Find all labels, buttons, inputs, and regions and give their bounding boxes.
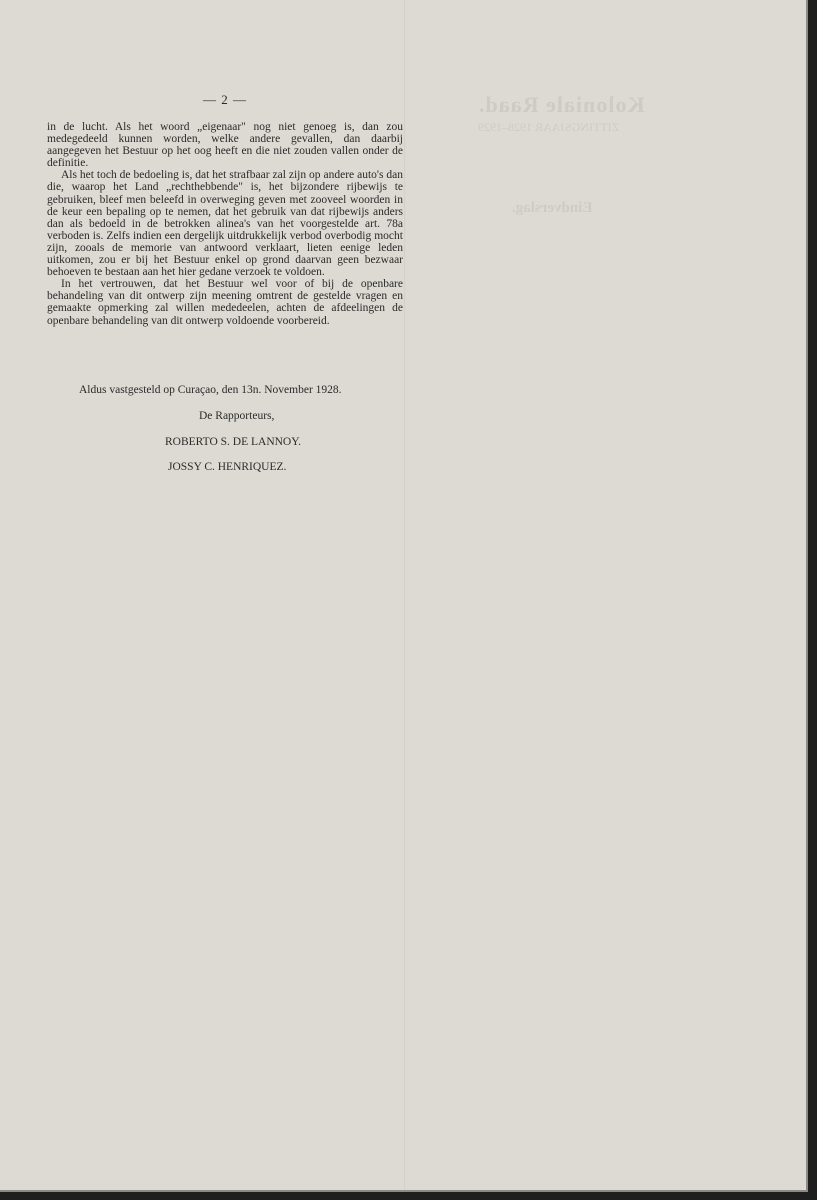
paragraph: in de lucht. Als het woord „eigenaar" nog niet genoeg is, dan zou medegedeeld kunnen worden, welke andere gevallen, dan daarbij aangegeven het Bestuur op het oog heeft en die niet zouden vallen onder de definitie. <box>47 121 403 170</box>
signatories-label: De Rapporteurs, <box>199 410 275 422</box>
bleed-through-title: Koloniale Raad. <box>478 92 645 117</box>
scan-edge-bottom <box>0 1192 817 1200</box>
bleed-through-subtitle: ZITTINGSJAAR 1928–1929 <box>478 120 619 134</box>
bleed-through-heading: Eindverslag. <box>512 200 593 216</box>
paragraph: In het vertrouwen, dat het Bestuur wel voor of bij de openbare behandeling van dit ontwerp zijn meening omtrent de gestelde vragen en gemaakte opmerking zal willen mededeelen, achten de afdeelingen de openbare behandeling van dit ontwerp voldoende voorbereid. <box>47 278 403 327</box>
body-text <box>47 121 403 327</box>
page-fold <box>404 0 406 1192</box>
closing-statement: Aldus vastgesteld op Curaçao, den 13n. November 1928. <box>79 384 342 396</box>
page-number: — 2 — <box>203 92 247 107</box>
scan-edge-right <box>808 0 817 1200</box>
signatory-name: ROBERTO S. DE LANNOY. <box>165 436 301 448</box>
paragraph: Als het toch de bedoeling is, dat het strafbaar zal zijn op andere auto's dan die, waarop het Land „rechthebbende" is, het bijzondere rijbewijs te gebruiken, bleef men beleefd in overweging geven met zooveel woorden in de keur een bepaling op te nemen, dat het gebruik van dat rijbewijs anders dan als bedoeld in de betrokken alinea's van het voorgestelde art. 78a verboden is. Zelfs indien een dergelijk uitdrukkelijk verbod overbodig mocht zijn, zooals de memorie van antwoord verklaart, lieten eenige leden uitkomen, zou er bij het Bestuur enkel op grond daarvan geen bezwaar behoeven te bestaan aan het hier gedane verzoek te voldoen. <box>47 169 403 279</box>
signatory-name: JOSSY C. HENRIQUEZ. <box>168 461 287 473</box>
